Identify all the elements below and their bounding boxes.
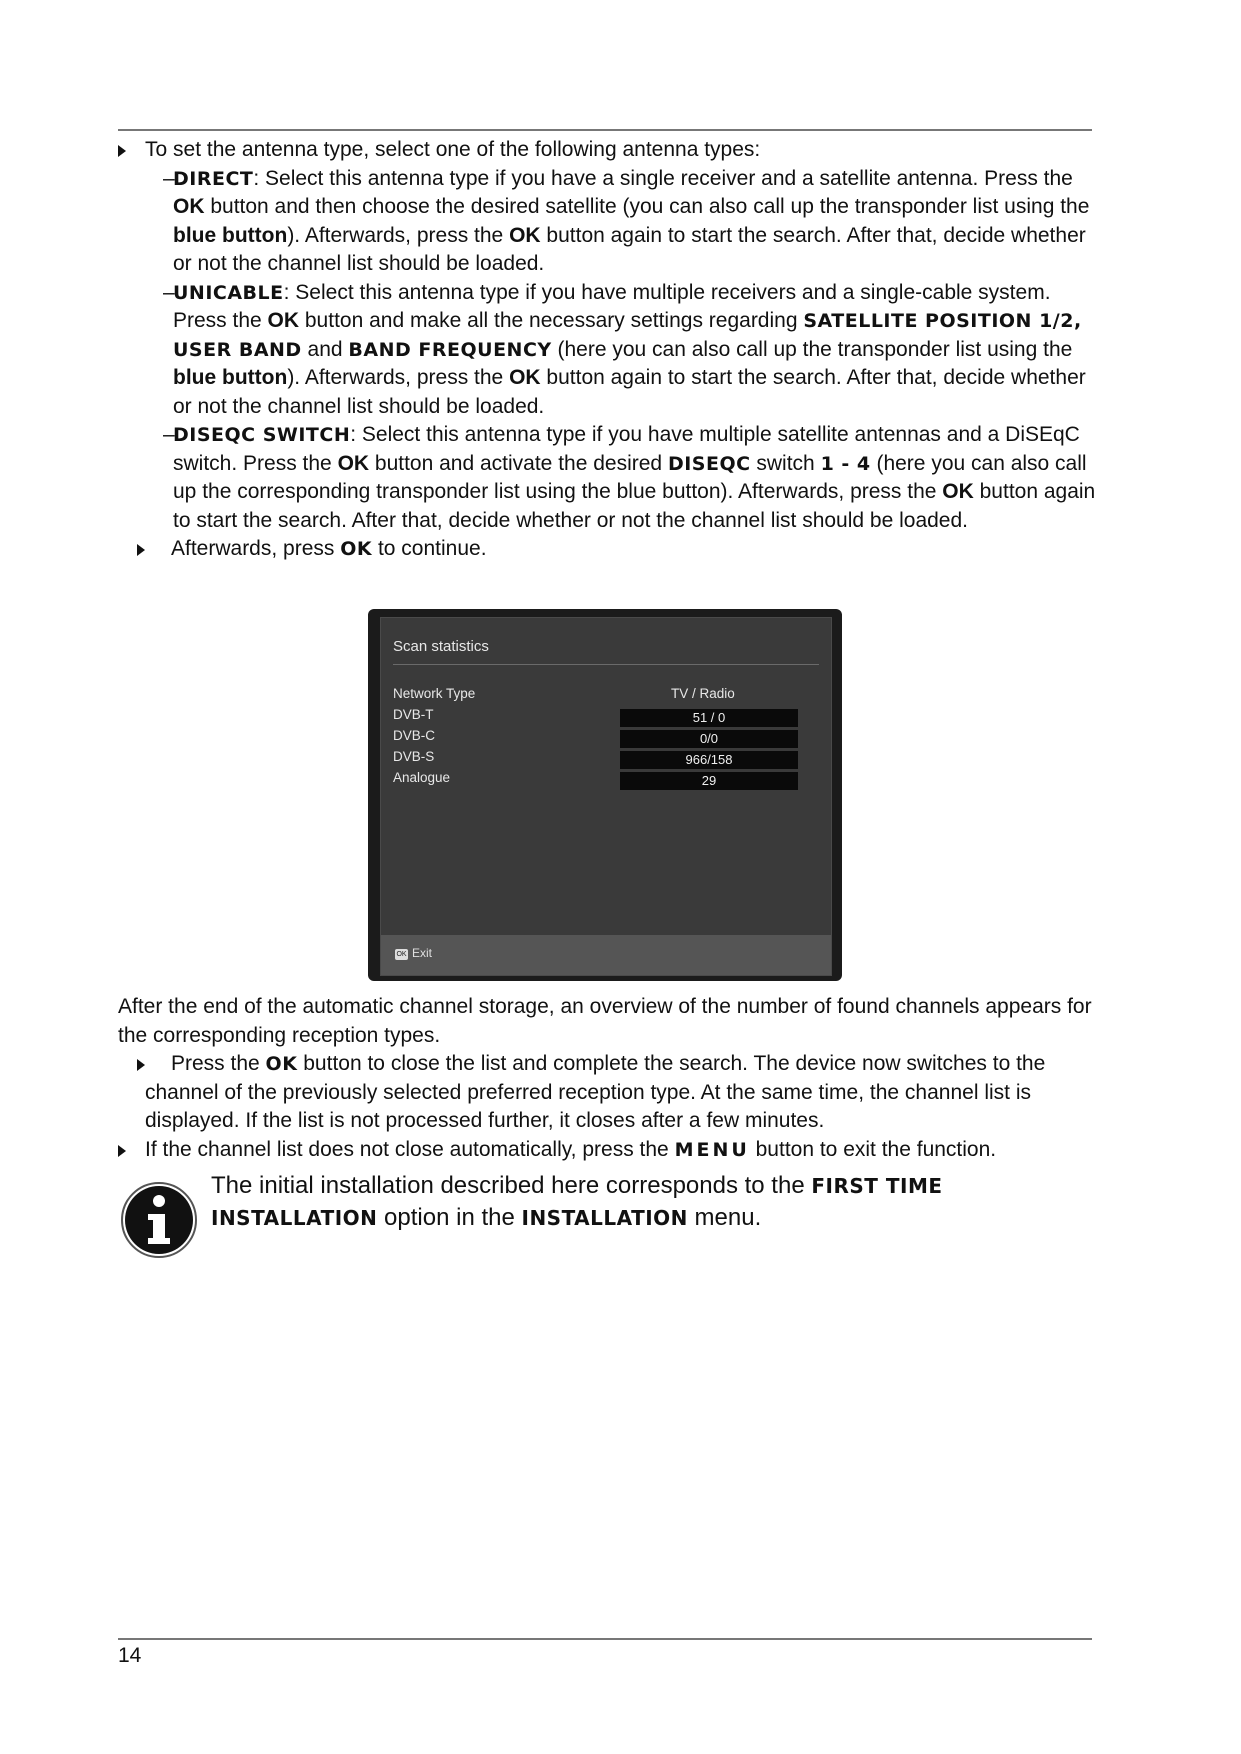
keyword: 1 - 4 (820, 452, 871, 475)
text: switch (750, 451, 821, 475)
row-value-analogue: 29 (620, 772, 798, 790)
text: (here you can also call up the transponder list using the (551, 337, 1073, 361)
bullet-arrow-icon (118, 1145, 126, 1157)
row-value-dvb-t: 51 / 0 (620, 709, 798, 727)
text: Press the (171, 1052, 266, 1075)
text: (here you can also call up the corresponding transponder list using the blue button). Afterwards, press the (173, 451, 1087, 503)
header-rule (118, 129, 1092, 131)
keyword: OK (942, 480, 974, 503)
dash: – (163, 280, 175, 304)
option-direct (118, 165, 1098, 279)
text: button and make all the necessary settings regarding (299, 309, 804, 332)
panel-footer (381, 935, 831, 975)
keyword: SATELLITE POSITION 1/2, USER BAND (173, 310, 1082, 361)
text: button again to start the search. After that, decide whether or not the channel list should be loaded. (173, 223, 1086, 275)
text: ). Afterwards, press the (287, 223, 510, 247)
keyword: OK (265, 1053, 298, 1075)
keyword: OK (337, 451, 370, 475)
row-label-analogue: Analogue (393, 770, 451, 785)
option-unicable (118, 279, 1098, 422)
info-icon (120, 1181, 198, 1259)
keyword: MENU (674, 1138, 750, 1161)
bullet-text: To set the antenna type, select one of the following antenna types: (145, 138, 761, 161)
keyword: INSTALLATION (521, 1206, 688, 1230)
text: button to exit the function. (749, 1137, 997, 1161)
text: button to close the list and complete the search. The device now switches to the channel of the previously selected preferred reception type. At the same time, the channel list is displayed. If the list is not processed further, it closes after a few minutes. (145, 1052, 1046, 1132)
footer-rule (118, 1638, 1092, 1640)
row-value-dvb-s: 966/158 (620, 751, 798, 769)
bullet-arrow-icon (137, 544, 145, 556)
dash: – (163, 423, 175, 446)
row-value-dvb-c: 0/0 (620, 730, 798, 748)
text: option in the (377, 1204, 522, 1231)
text: menu. (687, 1204, 762, 1231)
keyword: DISEQC (667, 452, 751, 475)
keyword: DISEQC SWITCH (173, 424, 351, 446)
bullet-afterwards (118, 535, 1098, 564)
text: button again to start the search. After that, decide whether or not the channel list should be loaded. (173, 366, 1086, 418)
info-note (211, 1170, 971, 1234)
keyword: BAND FREQUENCY (348, 338, 552, 361)
option-diseqc (118, 421, 1098, 535)
keyword: OK (509, 223, 541, 247)
text: button and activate the desired (369, 451, 668, 475)
text: and (301, 337, 349, 361)
text: The initial installation described here corresponds to the (211, 1172, 812, 1199)
bullet-antenna-type (118, 136, 1098, 165)
keyword: DIRECT (173, 167, 254, 190)
paragraph-text: After the end of the automatic channel storage, an overview of the number of found channels appears for the corresponding reception types. (118, 995, 1092, 1047)
instructions-block (118, 136, 1098, 564)
dash: – (163, 166, 175, 190)
keyword: OK (267, 309, 300, 332)
tv-screenshot (368, 609, 842, 981)
row-label-dvb-t: DVB-T (393, 707, 434, 722)
text: ). Afterwards, press the (287, 366, 510, 389)
keyword: FIRST TIME INSTALLATION (211, 1174, 943, 1230)
text: : Select this antenna type if you have multiple satellite antennas and a DiSEqC switch. Press the (173, 423, 1080, 475)
text: to continue. (372, 537, 487, 560)
network-type-label: Network Type (393, 686, 476, 701)
exit-label: Exit (412, 946, 433, 960)
keyword: UNICABLE (173, 281, 284, 304)
keyword: OK (509, 366, 541, 389)
keyword: OK (340, 538, 373, 560)
title-divider (393, 664, 819, 665)
page-number: 14 (118, 1644, 142, 1667)
after-end-paragraph (118, 993, 1098, 1164)
bullet-menu (118, 1136, 1098, 1165)
row-label-dvb-s: DVB-S (393, 749, 435, 764)
keyword: blue button (173, 366, 288, 389)
panel-title: Scan statistics (393, 638, 489, 655)
text: : Select this antenna type if you have multiple receivers and a single-cable system. Press the (173, 280, 1051, 332)
text: button and then choose the desired satellite (you can also call up the transponder list using the (204, 195, 1090, 218)
text: : Select this antenna type if you have a single receiver and a satellite antenna. Press the (253, 166, 1073, 190)
keyword: blue button (173, 223, 288, 247)
bullet-press-ok (118, 1050, 1098, 1136)
row-label-dvb-c: DVB-C (393, 728, 436, 743)
bullet-arrow-icon (118, 145, 126, 157)
keyword: OK (173, 195, 205, 218)
column-header: TV / Radio (671, 686, 735, 701)
text: If the channel list does not close automatically, press the (145, 1137, 675, 1161)
scan-statistics-panel (380, 617, 832, 976)
ok-key-icon: OK (396, 951, 407, 958)
text: Afterwards, press (171, 537, 341, 560)
bullet-arrow-icon (137, 1059, 145, 1071)
text: button again to start the search. After that, decide whether or not the channel list should be loaded. (173, 480, 1096, 532)
